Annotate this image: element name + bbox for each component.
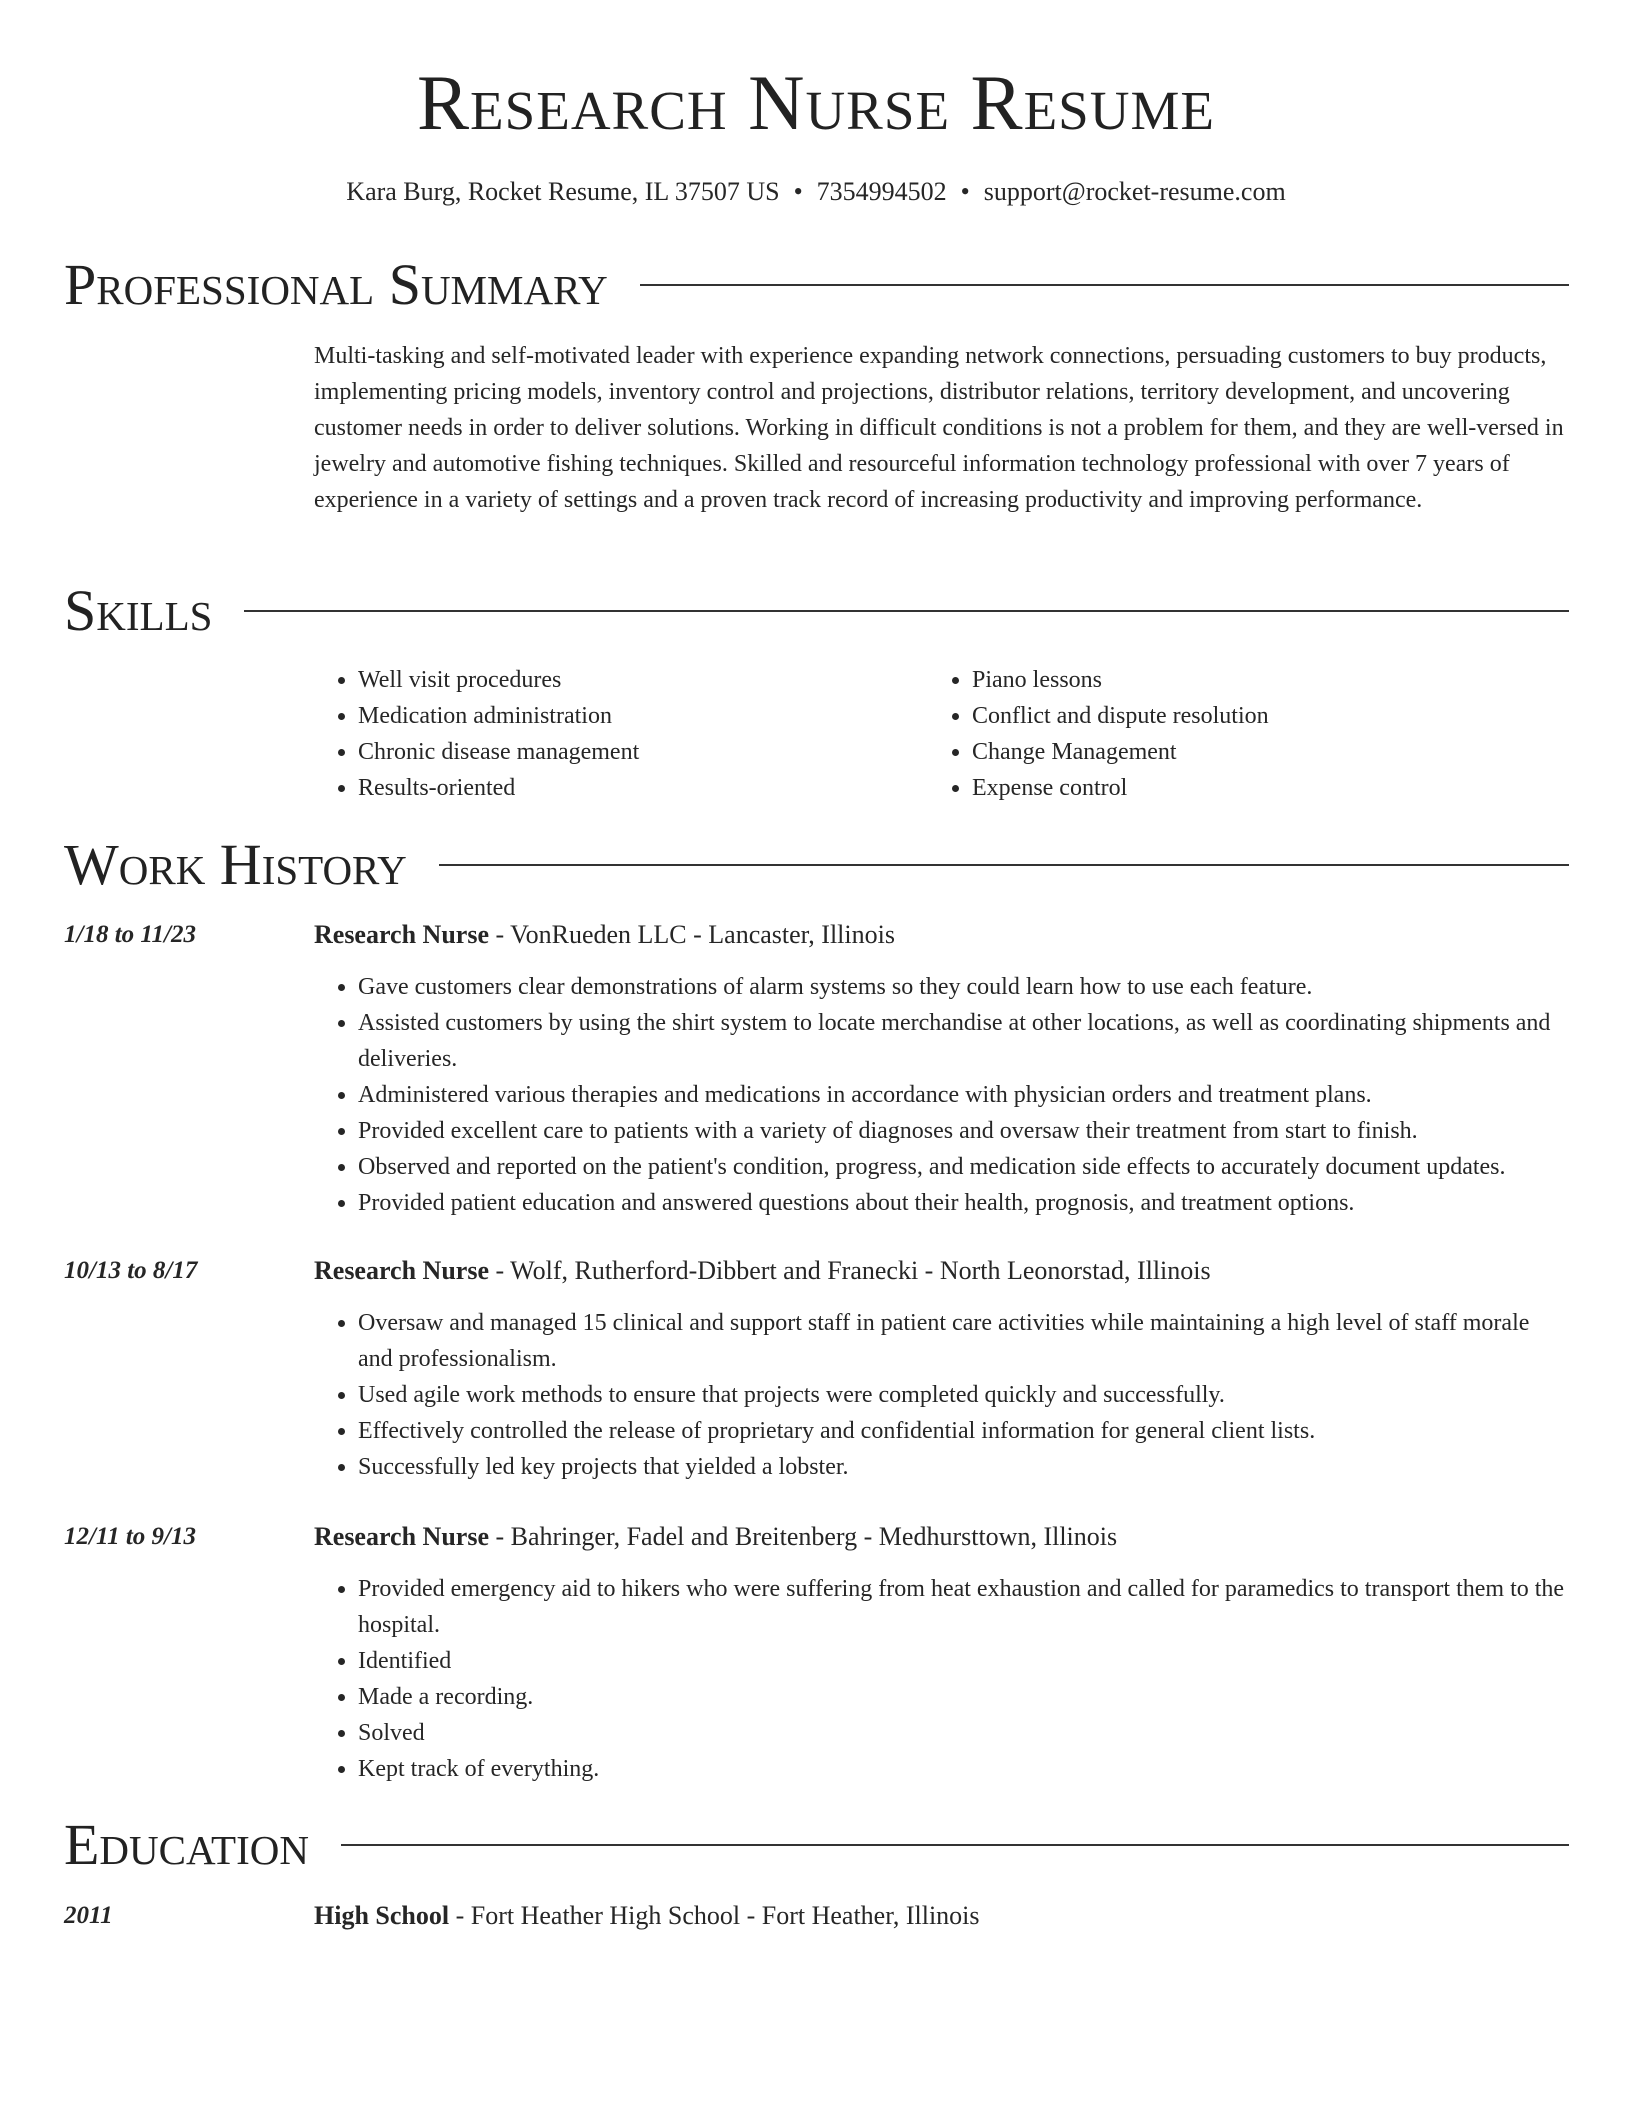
job-bullet: • Used agile work methods to ensure that projects were completed quickly and successfully. <box>358 1377 1569 1413</box>
contact-separator: • <box>793 177 803 206</box>
education-heading-line <box>314 1898 1569 1934</box>
job-title: Research Nurse <box>314 1256 489 1285</box>
education-school: - Fort Heather High School - Fort Heather, Illinois <box>449 1901 980 1930</box>
job-heading <box>314 917 1569 953</box>
section-divider <box>640 284 1569 286</box>
job-employer: - VonRueden LLC - Lancaster, Illinois <box>488 920 895 949</box>
job-bullets <box>314 969 1569 1221</box>
job-title: Research Nurse <box>314 920 489 949</box>
job-bullet: • Provided excellent care to patients with a variety of diagnoses and oversaw their treatment from start to finish. <box>358 1113 1569 1149</box>
skills-column-left <box>314 662 874 806</box>
skill-item: • Chronic disease management <box>358 734 874 770</box>
contact-email[interactable]: support@rocket-resume.com <box>983 177 1286 206</box>
summary-heading: Professional Summary <box>64 252 608 317</box>
job-employer: - Bahringer, Fadel and Breitenberg - Medhursttown, Illinois <box>488 1522 1118 1551</box>
resume-title: Research Nurse Resume <box>417 59 1215 146</box>
job-bullet: • Oversaw and managed 15 clinical and support staff in patient care activities while maintaining a high level of staff morale and professionalism. <box>358 1305 1569 1377</box>
job-bullet: • Made a recording. <box>358 1679 1569 1715</box>
job-bullet: • Observed and reported on the patient's condition, progress, and medication side effects to accurately document updates. <box>358 1149 1569 1185</box>
skill-item: • Change Management <box>972 734 1488 770</box>
job-title: Research Nurse <box>314 1522 489 1551</box>
summary-text: Multi-tasking and self-motivated leader with experience expanding network connections, persuading customers to buy products, implementing pricing models, inventory control and projections, distributor relations, territory development, and uncovering customer needs in order to deliver solutions. Working in difficult conditions is not a problem for them, and they are well-versed in jewelry and automotive fishing techniques. Skilled and resourceful information technology professional with over 7 years of experience in a variety of settings and a proven track record of increasing productivity and improving performance. <box>314 343 1564 513</box>
skill-item: • Expense control <box>972 770 1488 806</box>
skill-item: • Medication administration <box>358 698 874 734</box>
contact-separator: • <box>960 177 970 206</box>
job-bullet: • Successfully led key projects that yielded a lobster. <box>358 1449 1569 1485</box>
job-bullet: • Identified <box>358 1643 1569 1679</box>
job-dates: 10/13 to 8/17 <box>64 1257 198 1284</box>
skills-heading: Skills <box>64 578 213 643</box>
job-bullet: • Provided patient education and answered questions about their health, prognosis, and treatment options. <box>358 1185 1569 1221</box>
contact-address: Kara Burg, Rocket Resume, IL 37507 US <box>346 177 780 206</box>
skills-section-header <box>64 578 1569 644</box>
job-dates: 1/18 to 11/23 <box>64 921 196 948</box>
education-heading: Education <box>64 1812 309 1877</box>
job-bullet: • Assisted customers by using the shirt system to locate merchandise at other locations, as well as coordinating shipments and deliveries. <box>358 1005 1569 1077</box>
job-bullet: • Effectively controlled the release of proprietary and confidential information for general client lists. <box>358 1413 1569 1449</box>
job-heading <box>314 1519 1569 1555</box>
section-divider <box>244 610 1569 612</box>
job-bullets <box>314 1571 1569 1787</box>
job-bullet: • Kept track of everything. <box>358 1751 1569 1787</box>
section-divider <box>341 1844 1569 1846</box>
skills-column-right <box>928 662 1488 806</box>
skill-item: • Well visit procedures <box>358 662 874 698</box>
work-section-header <box>64 832 1569 898</box>
job-bullet: • Administered various therapies and medications in accordance with physician orders and treatment plans. <box>358 1077 1569 1113</box>
job-bullet: • Provided emergency aid to hikers who were suffering from heat exhaustion and called for paramedics to transport them to the hospital. <box>358 1571 1569 1643</box>
job-bullet: • Gave customers clear demonstrations of alarm systems so they could learn how to use each feature. <box>358 969 1569 1005</box>
job-bullet: • Solved <box>358 1715 1569 1751</box>
contact-phone: 7354994502 <box>816 177 947 206</box>
education-section-header <box>64 1812 1569 1878</box>
education-degree: High School <box>314 1901 450 1930</box>
job-dates: 12/11 to 9/13 <box>64 1523 196 1550</box>
skill-item: • Results-oriented <box>358 770 874 806</box>
summary-section-header <box>64 252 1569 318</box>
job-bullets <box>314 1305 1569 1485</box>
job-employer: - Wolf, Rutherford-Dibbert and Franecki - North Leonorstad, Illinois <box>488 1256 1211 1285</box>
education-year: 2011 <box>64 1902 113 1929</box>
contact-line <box>0 175 1632 209</box>
job-heading <box>314 1253 1569 1289</box>
skill-item: • Piano lessons <box>972 662 1488 698</box>
section-divider <box>439 864 1569 866</box>
work-heading: Work History <box>64 832 407 897</box>
skill-item: • Conflict and dispute resolution <box>972 698 1488 734</box>
